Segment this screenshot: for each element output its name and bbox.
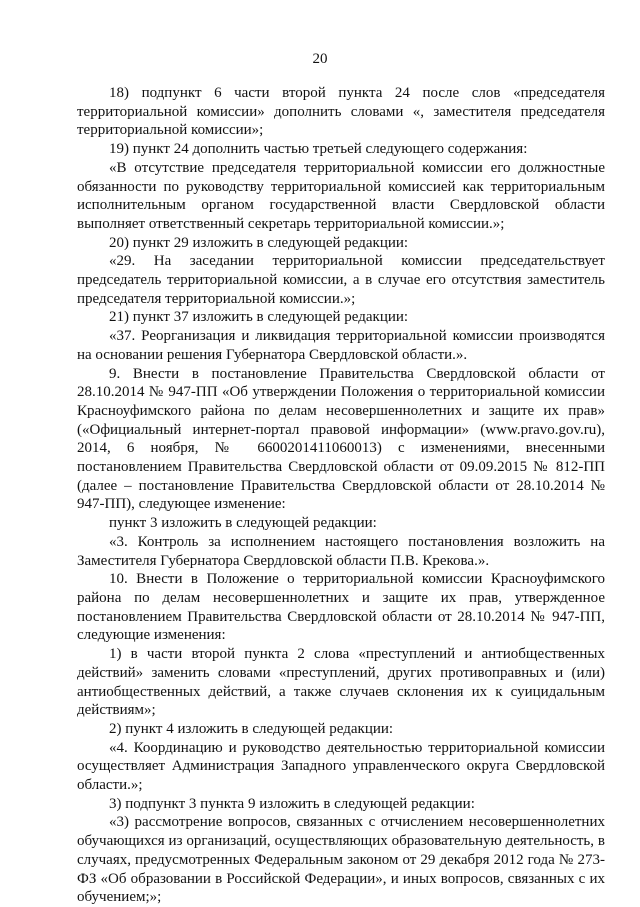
paragraph-section-9-point: пункт 3 изложить в следующей редакции:	[109, 515, 377, 532]
paragraph-item-21-text: «37. Реорганизация и ликвидация территориальной комиссии производятся на основании решения Губернатора Свердловской области.».	[77, 328, 605, 363]
paragraph-section-9: 9. Внести в постановление Правительства Свердловской области от 28.10.2014 № 947-ПП «Об утверждении Положения о территориальной комиссии Красноуфимского района по делам несовершеннолетних и защите их прав» («Официальный интернет-портал правовой информации» (www.pravo.gov.ru), 2014, 6 ноября, № 6600201411060013) с изменениями, внесенными постановлением Правительства Свердловской области от 09.09.2015 № 812-ПП (далее – постановление Правительства Свердловской области от 28.10.2014 № 947-ПП), следующее изменение:	[77, 365, 605, 513]
paragraph-section-10-item-1: 1) в части второй пункта 2 слова «преступлений и антиобщественных действий» заменить словами «преступлений, других противоправных и (или) антиобщественных действий, а также случаев склонения их к суицидальным действиям»;	[77, 646, 605, 719]
paragraph-section-10-item-3: 3) подпункт 3 пункта 9 изложить в следующей редакции:	[109, 795, 475, 812]
paragraph-section-10-item-2-text: «4. Координацию и руководство деятельностью территориальной комиссии осуществляет Администрация Западного управленческого округа Свердловской области.»;	[77, 739, 605, 794]
paragraph-section-9-text: «3. Контроль за исполнением настоящего постановления возложить на Заместителя Губернатора Свердловской области П.В. Крекова.».	[77, 533, 605, 569]
paragraph-item-18: 18) подпункт 6 части второй пункта 24 после слов «председателя территориальной комиссии» дополнить словами «, заместителя председателя территориальной комиссии»;	[77, 85, 605, 139]
paragraph-item-20: 20) пункт 29 изложить в следующей редакции:	[109, 234, 409, 251]
paragraph-item-19-text: «В отсутствие председателя территориальной комиссии его должностные обязанности по руководству территориальной комиссией как территориальным исполнительным органом государственной власти Свердловской области выполняет ответственный секретарь территориальной комиссии.»;	[77, 159, 605, 232]
paragraph-item-21: 21) пункт 37 изложить в следующей редакции:	[109, 309, 409, 326]
paragraph-section-10-item-2: 2) пункт 4 изложить в следующей редакции:	[109, 720, 394, 737]
page-number: 20	[312, 51, 328, 67]
paragraph-section-10-item-3-text: «3) рассмотрение вопросов, связанных с отчислением несовершеннолетних обучающихся из организаций, осуществляющих образовательную деятельность, в случаях, предусмотренных Федеральным законом от 29 декабря 2012 года № 273-ФЗ «Об образовании в Российской Федерации», и иных вопросов, связанных с их обучением;»;	[77, 814, 605, 906]
paragraph-item-19: 19) пункт 24 дополнить частью третьей следующего содержания:	[109, 141, 528, 158]
paragraph-section-10: 10. Внести в Положение о территориальной комиссии Красноуфимского района по делам несовершеннолетних и защите их прав, утвержденное постановлением Правительства Свердловской области от 28.10.2014 № 947-ПП, следующие изменения:	[77, 571, 605, 644]
document-body	[77, 84, 605, 907]
paragraph-item-20-text: «29. На заседании территориальной комиссии председательствует председатель территориальной комиссии, а в случае его отсутствия заместитель председателя территориальной комиссии.»;	[77, 253, 605, 307]
